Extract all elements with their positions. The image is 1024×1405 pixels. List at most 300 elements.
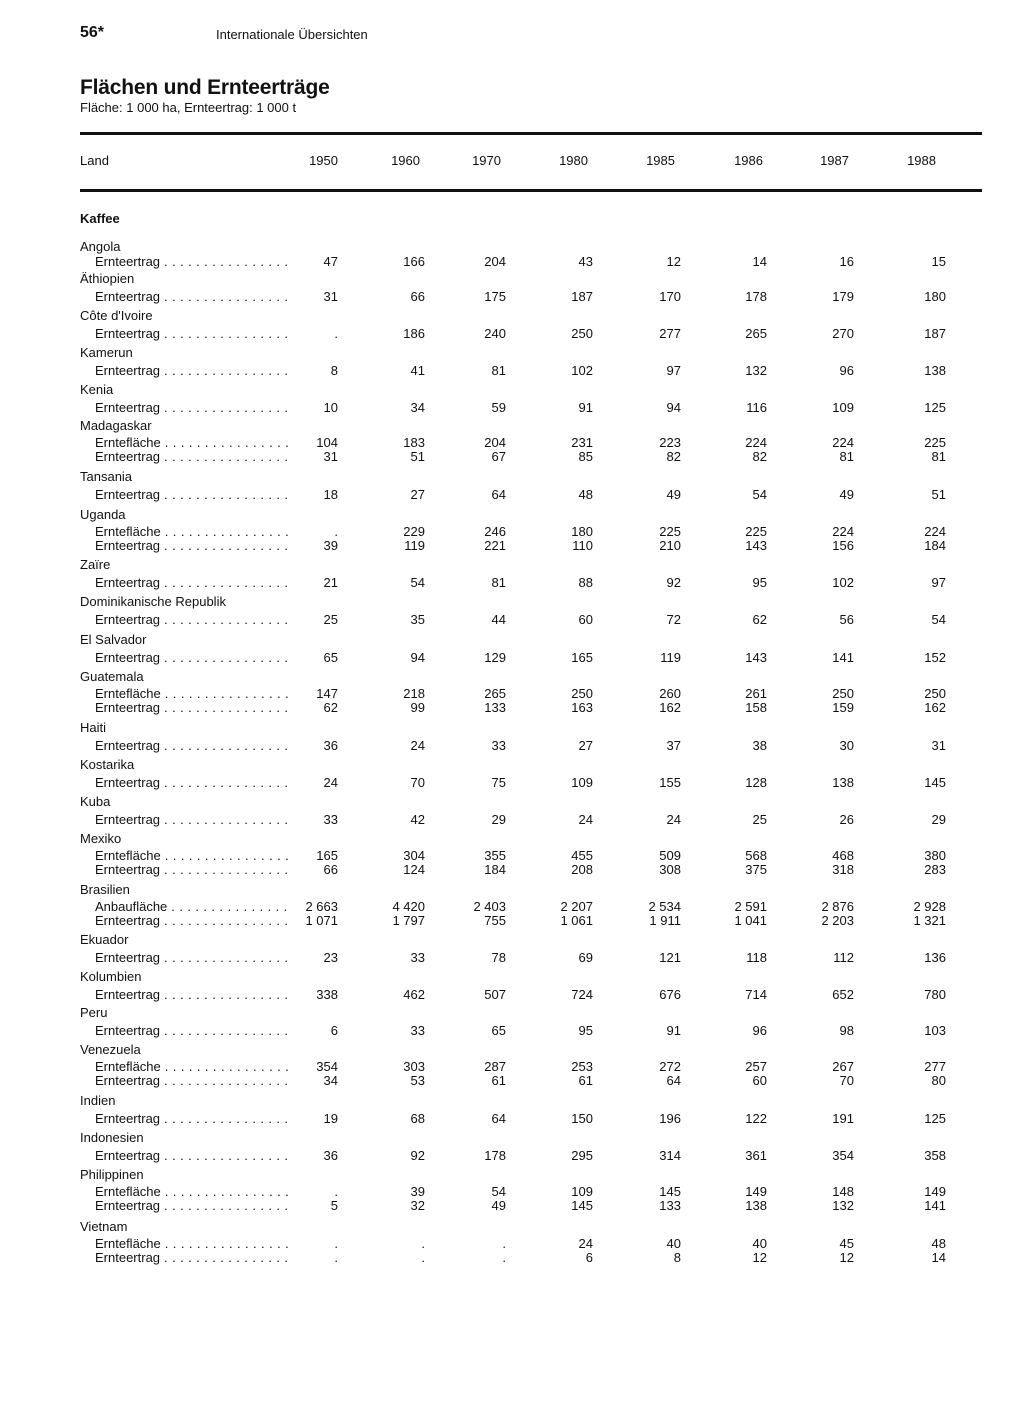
country-row	[0, 970, 1024, 984]
table-cell: 145	[571, 1198, 593, 1213]
table-cell: 4 420	[392, 899, 425, 914]
table-cell: 358	[924, 1148, 946, 1163]
table-cell: 47	[323, 254, 338, 269]
table-cell: 184	[484, 862, 506, 877]
table-cell: 54	[410, 575, 425, 590]
country-row	[0, 832, 1024, 846]
table-cell: 110	[572, 538, 593, 553]
measure-label: Ernteertrag . . .	[95, 951, 292, 965]
table-cell: 44	[491, 612, 506, 627]
country-row	[0, 1006, 1024, 1020]
table-cell: 240	[484, 326, 506, 341]
table-cell: 231	[571, 435, 593, 450]
country-row	[0, 595, 1024, 609]
table-cell: 223	[659, 435, 681, 450]
country-row	[0, 419, 1024, 433]
table-cell: 149	[745, 1184, 767, 1199]
table-cell: 51	[410, 449, 425, 464]
table-cell: 509	[659, 848, 681, 863]
table-row	[0, 988, 1024, 1002]
measure-label: Ernteertrag . . .	[95, 701, 292, 715]
country-name: Indien	[80, 1093, 116, 1108]
table-cell: 225	[745, 524, 767, 539]
measure-label: Ernteertrag . . .	[95, 1024, 292, 1038]
table-cell: 75	[491, 775, 506, 790]
table-cell: 124	[403, 862, 425, 877]
table-cell: .	[334, 1250, 338, 1265]
measure-label: Ernteertrag . . .	[95, 450, 292, 464]
table-cell: 361	[745, 1148, 767, 1163]
table-row	[0, 651, 1024, 665]
column-header-year: 1980	[559, 153, 588, 168]
table-cell: 49	[491, 1198, 506, 1213]
country-row	[0, 346, 1024, 360]
table-cell: 103	[924, 1023, 946, 1038]
table-cell: 78	[491, 950, 506, 965]
measure-label: Erntefläche . . .	[95, 525, 292, 539]
country-name: Tansania	[80, 469, 133, 484]
table-cell: 60	[578, 612, 593, 627]
table-cell: 81	[839, 449, 854, 464]
table-cell: 12	[666, 254, 681, 269]
table-cell: 66	[410, 289, 425, 304]
table-cell: 64	[666, 1073, 681, 1088]
table-cell: 62	[752, 612, 767, 627]
table-cell: 1 041	[734, 913, 767, 928]
measure-label: Erntefläche . . .	[95, 1060, 292, 1074]
table-cell: 82	[752, 449, 767, 464]
table-cell: 187	[571, 289, 593, 304]
measure-label: Anbaufläche . . .	[95, 900, 292, 914]
table-cell: 38	[752, 738, 767, 753]
table-cell: 568	[745, 848, 767, 863]
measure-label: Ernteertrag . . .	[95, 863, 292, 877]
table-row	[0, 539, 1024, 553]
table-row	[0, 914, 1024, 928]
table-cell: 65	[491, 1023, 506, 1038]
table-cell: 652	[832, 987, 854, 1002]
table-cell: 36	[323, 1148, 338, 1163]
table-cell: 18	[323, 487, 338, 502]
table-cell: 2 591	[734, 899, 767, 914]
table-cell: 27	[578, 738, 593, 753]
table-cell: 97	[666, 363, 681, 378]
table-cell: 14	[752, 254, 767, 269]
table-cell: 65	[323, 650, 338, 665]
table-cell: 184	[924, 538, 946, 553]
page-number: 56*	[80, 24, 105, 41]
table-cell: 54	[931, 612, 946, 627]
table-cell: 12	[839, 1250, 854, 1265]
table-cell: 148	[832, 1184, 854, 1199]
table-cell: .	[421, 1250, 425, 1265]
table-cell: 54	[752, 487, 767, 502]
table-cell: 304	[403, 848, 425, 863]
table-row	[0, 401, 1024, 415]
table-cell: 45	[839, 1236, 854, 1251]
table-title: Flächen und Ernteerträge	[80, 76, 330, 99]
table-cell: 99	[410, 700, 425, 715]
table-cell: 196	[659, 1111, 681, 1126]
measure-label: Ernteertrag . . .	[95, 488, 292, 502]
table-cell: .	[421, 1236, 425, 1251]
country-row	[0, 558, 1024, 572]
table-cell: 165	[316, 848, 338, 863]
column-header-year: 1987	[820, 153, 849, 168]
country-row	[0, 470, 1024, 484]
table-cell: 21	[323, 575, 338, 590]
table-cell: 225	[659, 524, 681, 539]
table-cell: 95	[578, 1023, 593, 1038]
column-header-year: 1985	[646, 153, 675, 168]
table-cell: 260	[659, 686, 681, 701]
table-cell: 37	[666, 738, 681, 753]
section-heading: Kaffee	[80, 211, 120, 226]
table-row	[0, 687, 1024, 701]
table-cell: 277	[924, 1059, 946, 1074]
table-cell: 25	[323, 612, 338, 627]
table-cell: 53	[410, 1073, 425, 1088]
table-cell: 85	[578, 449, 593, 464]
table-cell: 121	[659, 950, 681, 965]
table-cell: 1 321	[913, 913, 946, 928]
table-cell: 267	[832, 1059, 854, 1074]
country-name: Peru	[80, 1005, 108, 1020]
country-row	[0, 1220, 1024, 1234]
table-cell: 191	[832, 1111, 854, 1126]
table-cell: 186	[403, 326, 425, 341]
table-cell: 780	[924, 987, 946, 1002]
table-cell: 208	[571, 862, 593, 877]
table-cell: 8	[330, 363, 338, 378]
measure-label: Ernteertrag . . .	[95, 739, 292, 753]
table-cell: 30	[839, 738, 854, 753]
country-row	[0, 758, 1024, 772]
table-cell: 318	[832, 862, 854, 877]
table-cell: 2 663	[305, 899, 338, 914]
measure-label: Ernteertrag . . .	[95, 576, 292, 590]
table-cell: 147	[316, 686, 338, 701]
country-name: Ekuador	[80, 932, 129, 947]
measure-label: Ernteertrag . . .	[95, 1251, 292, 1265]
table-row	[0, 776, 1024, 790]
table-cell: 175	[484, 289, 506, 304]
table-cell: 97	[931, 575, 946, 590]
table-cell: 125	[924, 1111, 946, 1126]
table-cell: 109	[832, 400, 854, 415]
column-header-year: 1986	[734, 153, 763, 168]
measure-label: Erntefläche . . .	[95, 1185, 292, 1199]
table-cell: 265	[745, 326, 767, 341]
table-cell: 64	[491, 1111, 506, 1126]
table-cell: 180	[571, 524, 593, 539]
table-row	[0, 488, 1024, 502]
measure-label: Ernteertrag . . .	[95, 401, 292, 415]
measure-label: Ernteertrag . . .	[95, 1074, 292, 1088]
table-cell: 187	[924, 326, 946, 341]
country-name: Zaïre	[80, 557, 111, 572]
table-row	[0, 951, 1024, 965]
country-name: Indonesien	[80, 1130, 144, 1145]
table-row	[0, 525, 1024, 539]
table-cell: 6	[585, 1250, 593, 1265]
table-row	[0, 1060, 1024, 1074]
country-row	[0, 383, 1024, 397]
country-name: Vietnam	[80, 1219, 128, 1234]
table-cell: 19	[323, 1111, 338, 1126]
table-cell: 1 071	[305, 913, 338, 928]
table-cell: 265	[484, 686, 506, 701]
table-cell: 755	[484, 913, 506, 928]
table-cell: 24	[323, 775, 338, 790]
table-cell: 246	[484, 524, 506, 539]
table-cell: 29	[491, 812, 506, 827]
measure-label: Ernteertrag . . .	[95, 813, 292, 827]
table-cell: 81	[491, 363, 506, 378]
country-name: Äthiopien	[80, 271, 135, 286]
table-cell: 33	[410, 1023, 425, 1038]
table-row	[0, 863, 1024, 877]
table-cell: .	[334, 326, 338, 341]
table-cell: 92	[666, 575, 681, 590]
table-cell: 70	[410, 775, 425, 790]
country-name: Kolumbien	[80, 969, 142, 984]
table-row	[0, 1149, 1024, 1163]
measure-label: Ernteertrag . . .	[95, 776, 292, 790]
measure-label: Ernteertrag . . .	[95, 539, 292, 553]
table-row	[0, 1199, 1024, 1213]
country-row	[0, 1168, 1024, 1182]
table-cell: 724	[571, 987, 593, 1002]
table-cell: 1 911	[649, 913, 681, 928]
table-cell: 70	[839, 1073, 854, 1088]
table-cell: 2 207	[560, 899, 593, 914]
measure-label: Ernteertrag . . .	[95, 327, 292, 341]
table-cell: 143	[745, 650, 767, 665]
country-row	[0, 933, 1024, 947]
table-cell: 104	[316, 435, 338, 450]
table-cell: 82	[666, 449, 681, 464]
table-cell: 303	[403, 1059, 425, 1074]
table-cell: 166	[403, 254, 425, 269]
column-header-year: 1970	[472, 153, 501, 168]
table-cell: 462	[403, 987, 425, 1002]
table-cell: 162	[659, 700, 681, 715]
table-row	[0, 1237, 1024, 1251]
table-cell: 224	[924, 524, 946, 539]
table-cell: 72	[666, 612, 681, 627]
table-cell: 33	[491, 738, 506, 753]
country-row	[0, 1043, 1024, 1057]
column-header-year: 1950	[309, 153, 338, 168]
table-cell: 250	[924, 686, 946, 701]
table-cell: 261	[745, 686, 767, 701]
table-cell: 27	[410, 487, 425, 502]
table-cell: 143	[745, 538, 767, 553]
units-note: Fläche: 1 000 ha, Ernteertrag: 1 000 t	[80, 100, 297, 115]
table-cell: 15	[931, 254, 946, 269]
table-row	[0, 900, 1024, 914]
country-row	[0, 309, 1024, 323]
table-cell: 34	[410, 400, 425, 415]
table-cell: 179	[832, 289, 854, 304]
table-cell: 116	[746, 400, 767, 415]
table-cell: 156	[832, 538, 854, 553]
table-cell: 54	[491, 1184, 506, 1199]
country-name: Venezuela	[80, 1042, 141, 1057]
country-row	[0, 508, 1024, 522]
country-name: Côte d'Ivoire	[80, 308, 153, 323]
table-row	[0, 1112, 1024, 1126]
table-cell: 25	[752, 812, 767, 827]
table-row	[0, 436, 1024, 450]
table-cell: 26	[839, 812, 854, 827]
table-cell: 204	[484, 254, 506, 269]
table-cell: 61	[491, 1073, 506, 1088]
table-cell: 277	[659, 326, 681, 341]
measure-label: Ernteertrag . . .	[95, 255, 292, 269]
table-cell: 138	[745, 1198, 767, 1213]
table-cell: 31	[323, 449, 338, 464]
table-cell: 375	[745, 862, 767, 877]
measure-label: Erntefläche . . .	[95, 849, 292, 863]
table-cell: 308	[659, 862, 681, 877]
country-name: Mexiko	[80, 831, 122, 846]
table-cell: 23	[323, 950, 338, 965]
table-row	[0, 1185, 1024, 1199]
table-cell: 5	[330, 1198, 338, 1213]
table-cell: 24	[666, 812, 681, 827]
country-row	[0, 240, 1024, 254]
table-cell: 96	[752, 1023, 767, 1038]
table-cell: 204	[484, 435, 506, 450]
table-cell: 180	[924, 289, 946, 304]
table-cell: 56	[839, 612, 854, 627]
table-cell: 49	[666, 487, 681, 502]
table-cell: 295	[571, 1148, 593, 1163]
measure-label: Ernteertrag . . .	[95, 290, 292, 304]
table-cell: 272	[659, 1059, 681, 1074]
table-cell: 221	[484, 538, 506, 553]
measure-label: Erntefläche . . .	[95, 436, 292, 450]
measure-label: Ernteertrag . . .	[95, 364, 292, 378]
country-name: Uganda	[80, 507, 126, 522]
table-cell: 225	[924, 435, 946, 450]
country-row	[0, 633, 1024, 647]
country-row	[0, 883, 1024, 897]
table-cell: 39	[323, 538, 338, 553]
table-cell: 145	[924, 775, 946, 790]
country-name: Haiti	[80, 720, 107, 735]
table-cell: 218	[403, 686, 425, 701]
table-cell: 109	[571, 1184, 593, 1199]
table-cell: 98	[839, 1023, 854, 1038]
table-cell: 165	[571, 650, 593, 665]
table-cell: 163	[571, 700, 593, 715]
table-cell: 112	[833, 950, 854, 965]
table-cell: 43	[578, 254, 593, 269]
column-header-year: 1960	[391, 153, 420, 168]
country-name: Brasilien	[80, 882, 130, 897]
measure-label: Ernteertrag . . .	[95, 1149, 292, 1163]
table-cell: 714	[745, 987, 767, 1002]
table-cell: 287	[484, 1059, 506, 1074]
table-cell: 468	[832, 848, 854, 863]
country-name: El Salvador	[80, 632, 147, 647]
table-row	[0, 1251, 1024, 1265]
country-row	[0, 1094, 1024, 1108]
table-cell: 29	[931, 812, 946, 827]
table-cell: 338	[316, 987, 338, 1002]
table-cell: 59	[491, 400, 506, 415]
table-cell: 16	[839, 254, 854, 269]
table-cell: 178	[745, 289, 767, 304]
table-cell: 224	[832, 524, 854, 539]
table-cell: 10	[323, 400, 338, 415]
country-name: Kamerun	[80, 345, 133, 360]
table-cell: 61	[578, 1073, 593, 1088]
table-cell: 95	[752, 575, 767, 590]
table-row	[0, 327, 1024, 341]
country-row	[0, 272, 1024, 286]
table-cell: 36	[323, 738, 338, 753]
measure-label: Erntefläche . . .	[95, 1237, 292, 1251]
table-cell: 32	[410, 1198, 425, 1213]
table-cell: 133	[659, 1198, 681, 1213]
table-cell: 257	[745, 1059, 767, 1074]
table-cell: 51	[931, 487, 946, 502]
table-cell: 229	[403, 524, 425, 539]
table-row	[0, 364, 1024, 378]
table-cell: 159	[832, 700, 854, 715]
table-cell: 133	[484, 700, 506, 715]
table-cell: 33	[410, 950, 425, 965]
table-cell: 183	[403, 435, 425, 450]
table-cell: 14	[931, 1250, 946, 1265]
table-cell: 158	[745, 700, 767, 715]
table-cell: 253	[571, 1059, 593, 1074]
table-row	[0, 739, 1024, 753]
measure-label: Erntefläche . . .	[95, 687, 292, 701]
table-cell: 94	[666, 400, 681, 415]
table-cell: 155	[659, 775, 681, 790]
table-cell: 48	[578, 487, 593, 502]
table-cell: 94	[410, 650, 425, 665]
table-cell: 283	[924, 862, 946, 877]
table-row	[0, 290, 1024, 304]
table-row	[0, 1024, 1024, 1038]
table-cell: .	[334, 1184, 338, 1199]
table-cell: 62	[323, 700, 338, 715]
table-cell: 40	[666, 1236, 681, 1251]
country-row	[0, 670, 1024, 684]
table-cell: 149	[924, 1184, 946, 1199]
table-cell: 102	[571, 363, 593, 378]
table-cell: 354	[316, 1059, 338, 1074]
table-cell: 162	[924, 700, 946, 715]
table-cell: 119	[660, 650, 681, 665]
table-cell: 6	[330, 1023, 338, 1038]
table-cell: 138	[832, 775, 854, 790]
table-cell: 67	[491, 449, 506, 464]
table-row	[0, 255, 1024, 269]
table-cell: 31	[931, 738, 946, 753]
country-row	[0, 795, 1024, 809]
table-cell: 1 061	[560, 913, 593, 928]
country-name: Angola	[80, 239, 121, 254]
table-cell: 128	[745, 775, 767, 790]
table-cell: 170	[659, 289, 681, 304]
